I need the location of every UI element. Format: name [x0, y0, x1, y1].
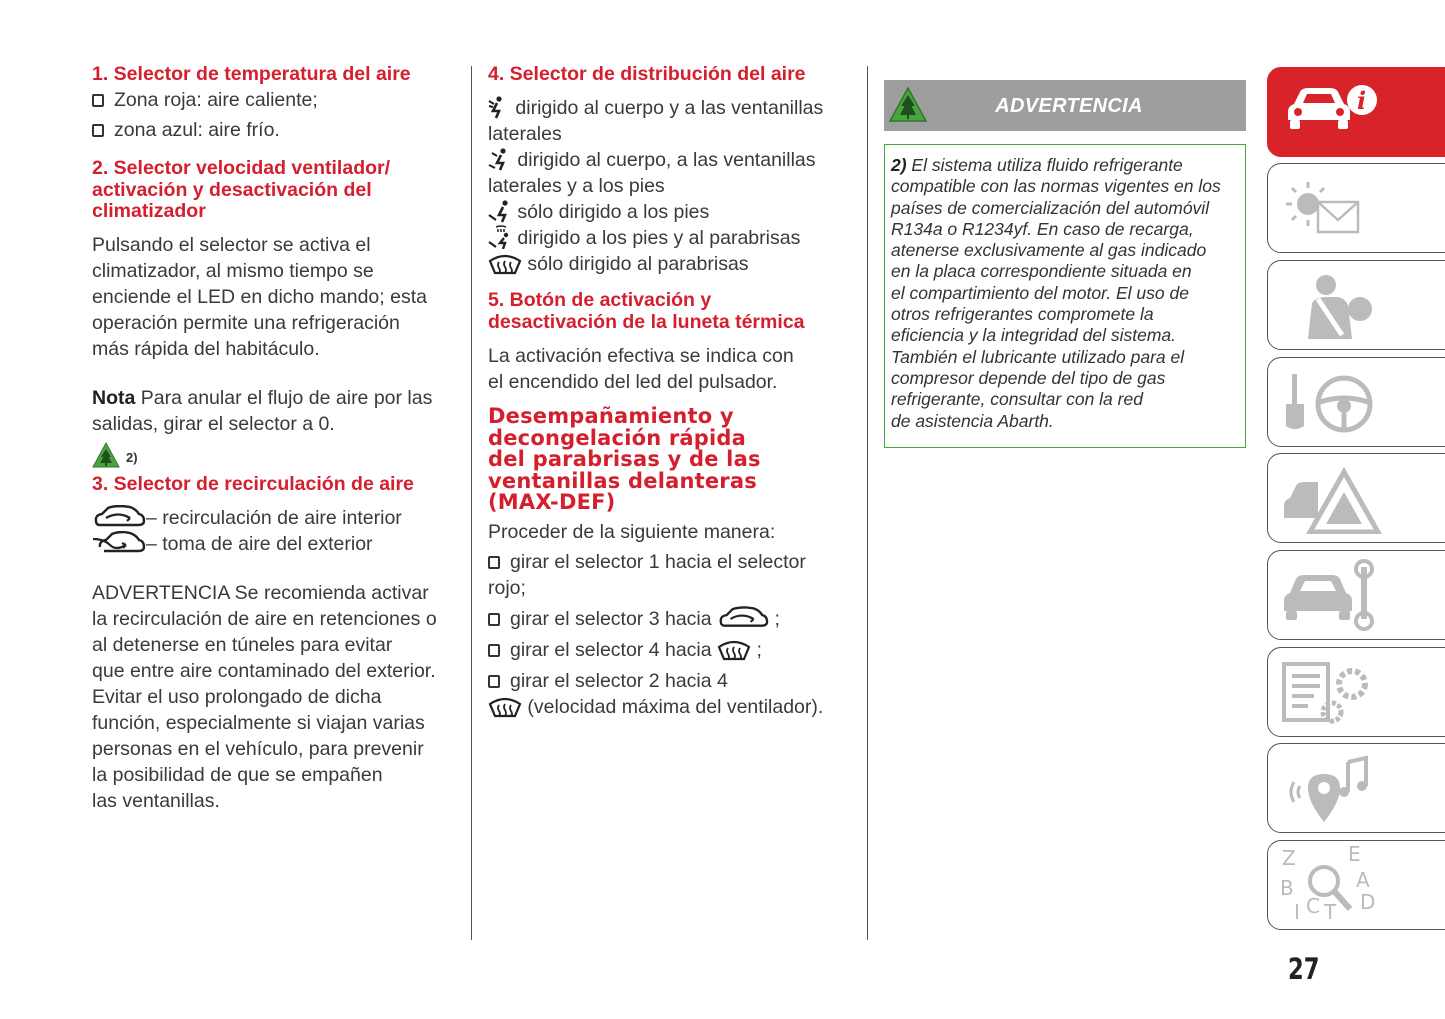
list-item: girar el selector 4 hacia ;	[488, 637, 858, 663]
section-1-title: 1. Selector de temperatura del aire	[92, 63, 411, 85]
reference-number: 2)	[891, 155, 907, 175]
tab-car-info[interactable]	[1267, 67, 1445, 157]
column-middle	[488, 60, 858, 720]
svg-text:D: D	[1360, 890, 1376, 914]
tab-maintenance[interactable]	[1267, 550, 1445, 640]
column-divider	[471, 66, 472, 940]
air-to-feet-and-windshield-icon	[488, 225, 512, 249]
column-left	[92, 60, 460, 814]
list-item: (velocidad máxima del ventilador).	[488, 694, 858, 720]
procedure-intro: Proceder de la siguiente manera:	[488, 520, 776, 543]
svg-text:E: E	[1348, 843, 1361, 866]
list-item: dirigido al cuerpo y a las ventanillas	[488, 95, 858, 121]
svg-text:I: I	[1294, 900, 1300, 923]
warning-box: 2) El sistema utiliza fluido refrigerante compatible con las normas vigentes en los países de comercialización del automóvil R134a o R1234yf. En caso de recarga, atenerse exclusivamente al gas indicado en la placa correspondiente situada en el compartimiento del motor. El uso de otros refrigerantes compromete la eficiencia y la integridad del sistema. También el lubricante utilizado para el compresor depende del tipo de gas refrigerante, consultar con la red de asistencia Abarth.	[884, 144, 1246, 448]
windshield-defrost-icon	[488, 253, 522, 275]
checkbox-bullet-icon	[488, 556, 500, 569]
document-and-gears-icon	[1278, 656, 1388, 728]
section-5-body: La activación efectiva se indica con el encendido del led del pulsador.	[488, 345, 794, 393]
car-info-icon	[1278, 76, 1388, 146]
warning-title: ADVERTENCIA	[995, 95, 1143, 117]
checkbox-bullet-icon	[488, 613, 500, 626]
tab-emergency[interactable]	[1267, 453, 1445, 543]
svg-text:Z: Z	[1282, 846, 1296, 870]
list-item: sólo dirigido al parabrisas	[488, 251, 858, 277]
recirculation-car-icon	[717, 606, 769, 630]
procedure-steps: girar el selector 1 hacia el selector rojo; girar el selector 3 hacia ; girar el selector 4 hacia ; girar el selector 2 hacia 4 (velocidad máxima del ventilador).	[488, 549, 858, 720]
checkbox-bullet-icon	[488, 675, 500, 688]
tab-lights-messages[interactable]	[1267, 163, 1445, 253]
checkbox-bullet-icon	[92, 124, 104, 137]
max-def-title: Desempañamiento y decongelación rápida del parabrisas y de las ventanillas delanteras (MAX-DEF)	[488, 404, 761, 514]
section-3-title: 3. Selector de recirculación de aire	[92, 472, 414, 495]
list-item: girar el selector 3 hacia ;	[488, 606, 858, 632]
checkbox-bullet-icon	[92, 94, 104, 107]
multimedia-location-music-icon	[1278, 752, 1388, 824]
section-2-body: Pulsando el selector se activa el climatizador, al mismo tiempo se enciende el LED en dicho mando; esta operación permite una refrigeración más rápida del habitáculo.	[92, 233, 427, 360]
section-5-title: 5. Botón de activación y desactivación de la luneta térmica	[488, 289, 805, 333]
checkbox-bullet-icon	[488, 644, 500, 657]
outside-air-car-icon	[92, 531, 146, 555]
list-item: dirigido a los pies y al parabrisas	[488, 225, 858, 251]
column-divider	[867, 66, 868, 940]
reference-number: 2)	[126, 449, 138, 465]
list-item: girar el selector 2 hacia 4	[488, 668, 858, 694]
windshield-defrost-icon	[488, 696, 522, 718]
note: Nota Para anular el flujo de aire por las salidas, girar el selector a 0.	[92, 386, 433, 435]
tree-warning-icon	[92, 442, 120, 468]
alphabetical-index-icon	[1278, 843, 1388, 923]
tree-warning-icon	[888, 86, 928, 124]
section-2-title: 2. Selector velocidad ventilador/ activación y desactivación del climatizador	[92, 157, 391, 222]
list-item: zona azul: aire frío.	[92, 117, 460, 143]
recirculation-list	[92, 505, 460, 557]
warning-header	[884, 80, 1246, 131]
tab-index[interactable]	[1267, 840, 1445, 930]
tab-starting-driving[interactable]	[1267, 357, 1445, 447]
advertencia-text: ADVERTENCIA Se recomienda activar la recirculación de aire en retenciones o al detenerse en túneles para evitar que entre aire contaminado del exterior. Evitar el uso prolongado de dicha función, especialmente si viajan varias personas en el vehículo, para prevenir la posibilidad de que se empañen las ventanillas.	[92, 581, 437, 812]
key-and-steering-wheel-icon	[1278, 366, 1388, 438]
svg-text:B: B	[1280, 876, 1294, 900]
warning-reference[interactable]	[92, 442, 460, 470]
air-to-body-and-feet-icon	[488, 147, 512, 171]
list-item: – toma de aire del exterior	[92, 531, 460, 557]
svg-text:C: C	[1306, 894, 1320, 918]
air-to-feet-icon	[488, 199, 512, 223]
svg-text:i: i	[1357, 86, 1367, 115]
tab-technical-data[interactable]	[1267, 647, 1445, 737]
recirculation-car-icon	[92, 505, 146, 529]
section-4-title: 4. Selector de distribución del aire	[488, 63, 806, 85]
tab-safety[interactable]	[1267, 260, 1445, 350]
list-item: – recirculación de aire interior	[92, 505, 460, 531]
list-item: Zona roja: aire caliente;	[92, 87, 460, 113]
distribution-list: dirigido al cuerpo y a las ventanillas laterales dirigido al cuerpo, a las ventanillas laterales y a los pies sólo dirigido a los pies dirigido a los pies y al parabrisas sólo dirigido al parabrisas	[488, 95, 858, 277]
air-to-body-icon	[488, 95, 510, 119]
emergency-car-triangle-icon	[1278, 462, 1388, 534]
airbag-seatbelt-icon	[1278, 269, 1388, 341]
windshield-defrost-icon	[717, 639, 751, 661]
list-item: dirigido al cuerpo, a las ventanillas	[488, 147, 858, 173]
svg-text:T: T	[1324, 900, 1337, 923]
list-item: girar el selector 1 hacia el selector	[488, 549, 858, 575]
tab-multimedia[interactable]	[1267, 743, 1445, 833]
car-and-wrench-icon	[1278, 559, 1388, 631]
lights-and-messages-icon	[1278, 172, 1388, 244]
page-number: 27	[1288, 952, 1320, 986]
svg-text:A: A	[1356, 868, 1370, 892]
list-item: sólo dirigido a los pies	[488, 199, 858, 225]
